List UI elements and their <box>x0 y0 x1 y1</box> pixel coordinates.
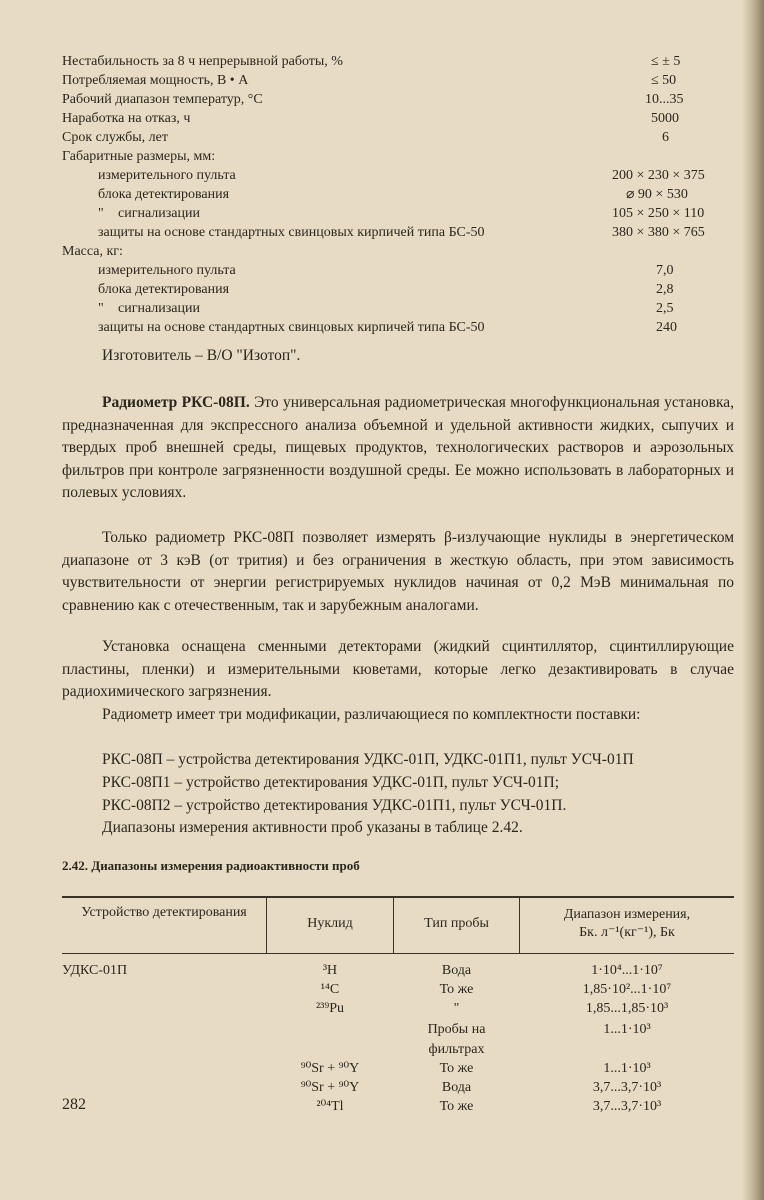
range-header-line: Бк. л⁻¹(кг⁻¹), Бк <box>579 925 675 940</box>
ditto-mark: " <box>98 301 104 316</box>
spec-value: 200 × 230 × 375 <box>612 168 705 183</box>
range-cell: 1...1·10³ <box>603 1061 651 1076</box>
sample-cell: Пробы на <box>427 1022 486 1037</box>
sample-cell: Вода <box>441 963 472 978</box>
spec-label: сигнализации <box>118 301 200 316</box>
range-cell: 1·10⁴...1·10⁷ <box>591 963 663 978</box>
table-reference-line: Диапазоны измерения активности проб указаны в таблице 2.42. <box>102 819 523 836</box>
spec-value: 10...35 <box>645 92 684 107</box>
mass-heading: Масса, кг: <box>62 244 123 259</box>
spec-value: ≤ ± 5 <box>651 54 681 69</box>
section-paragraph-2: Только радиометр РКС-08П позволяет измерять β-излучающие нуклиды в энергетическом диапазоне от 3 кэВ (от трития) и без ограничения в жесткую область, при этом зависимость чувствительности от энергии регистрируемых нуклидов начиная от 0,2 МэВ минимальная по сравнению как с отечественным, так и зарубежным аналогами. <box>62 529 734 614</box>
table-header-rule <box>62 953 734 954</box>
spec-label: измерительного пульта <box>98 168 236 183</box>
ditto-mark: " <box>98 206 104 221</box>
section-paragraph-3: Установка оснащена сменными детекторами (жидкий сцинтиллятор, сцинтиллирующие пластины, пленки) и измерительными кюветами, которые легко дезактивировать в случае радиохимического загрязнения. <box>62 638 734 701</box>
spec-value: 6 <box>662 130 669 145</box>
table-caption: 2.42. Диапазоны измерения радиоактивности проб <box>62 858 360 873</box>
manufacturer-line: Изготовитель – В/О "Изотоп". <box>102 347 301 364</box>
spec-value: 380 × 380 × 765 <box>612 225 705 240</box>
sample-cell: То же <box>439 982 474 997</box>
spec-label: Рабочий диапазон температур, °С <box>62 92 263 107</box>
nuclide-cell: ²³⁹Pu <box>315 1001 345 1016</box>
modification-item: РКС-08П2 – устройство детектирования УДКС-01П1, пульт УСЧ-01П. <box>102 797 567 814</box>
modification-item: РКС-08П1 – устройство детектирования УДКС-01П, пульт УСЧ-01П; <box>102 774 560 791</box>
spec-label: Потребляемая мощность, В • А <box>62 73 249 88</box>
nuclide-cell: ⁹⁰Sr + ⁹⁰Y <box>300 1080 360 1095</box>
spec-label: блока детектирования <box>98 187 230 202</box>
nuclide-cell: ²⁰⁴Tl <box>316 1099 344 1114</box>
page-edge-shadow <box>742 0 764 1200</box>
spec-value: ⌀ 90 × 530 <box>626 187 688 202</box>
table-header-device: Устройство детектирования <box>81 905 247 920</box>
sample-cell: То же <box>439 1099 474 1114</box>
range-header-line: Диапазон измерения, <box>563 907 691 922</box>
page-number: 282 <box>62 1096 86 1113</box>
sample-cell: фильтрах <box>428 1042 485 1057</box>
modification-item: РКС-08П – устройства детектирования УДКС-01П, УДКС-01П1, пульт УСЧ-01П <box>102 751 634 768</box>
spec-label: защиты на основе стандартных свинцовых кирпичей типа БС-50 <box>98 320 485 335</box>
paragraph-text: Это универсальная радиометрическая многофункциональная установка, предназначенная для экспрессного анализа объемной и удельной активности жидких, сыпучих и твердых проб внешней среды, пищевых продуктов, технологических растворов и аэрозольных фильтров при контроле загрязненности воздушной среды. Ее можно использовать в лабораторных и полевых условиях. <box>62 394 734 502</box>
spec-label: защиты на основе стандартных свинцовых кирпичей типа БС-50 <box>98 225 485 240</box>
table-header-nuclide: Нуклид <box>307 916 353 931</box>
spec-value: 5000 <box>651 111 679 126</box>
section-title: Радиометр РКС-08П. <box>102 394 250 411</box>
nuclide-cell: ⁹⁰Sr + ⁹⁰Y <box>300 1061 360 1076</box>
sample-cell: " <box>453 1001 460 1016</box>
nuclide-cell: ³H <box>322 963 338 978</box>
spec-label: сигнализации <box>118 206 200 221</box>
spec-value: ≤ 50 <box>651 73 677 88</box>
range-cell: 1,85·10²...1·10⁷ <box>582 982 672 997</box>
spec-value: 105 × 250 × 110 <box>612 206 705 221</box>
spec-row-ditto <box>98 299 200 318</box>
nuclide-cell: ¹⁴C <box>320 982 340 997</box>
spec-value: 240 <box>656 320 677 335</box>
table-top-rule <box>62 896 734 898</box>
table-header-range <box>520 906 734 942</box>
spec-value: 2,5 <box>656 301 674 316</box>
spec-value: 2,8 <box>656 282 674 297</box>
spec-label: Срок службы, лет <box>62 130 168 145</box>
sample-cell: Вода <box>441 1080 472 1095</box>
range-cell: 1,85...1,85·10³ <box>585 1001 669 1016</box>
table-device-cell: УДКС-01П <box>62 963 128 978</box>
spec-label: Нестабильность за 8 ч непрерывной работы, % <box>62 54 343 69</box>
spec-label: Наработка на отказ, ч <box>62 111 191 126</box>
section-paragraph-4: Радиометр имеет три модификации, различающиеся по комплектности поставки: <box>102 706 641 723</box>
dimensions-heading: Габаритные размеры, мм: <box>62 149 216 164</box>
range-cell: 1...1·10³ <box>603 1022 651 1037</box>
sample-cell: То же <box>439 1061 474 1076</box>
spec-value: 7,0 <box>656 263 674 278</box>
range-cell: 3,7...3,7·10³ <box>592 1099 662 1114</box>
spec-label: измерительного пульта <box>98 263 236 278</box>
range-cell: 3,7...3,7·10³ <box>592 1080 662 1095</box>
section-paragraph-1 <box>62 392 734 505</box>
table-header-sample: Тип пробы <box>424 916 489 931</box>
spec-label: блока детектирования <box>98 282 230 297</box>
spec-row-ditto <box>98 204 200 223</box>
